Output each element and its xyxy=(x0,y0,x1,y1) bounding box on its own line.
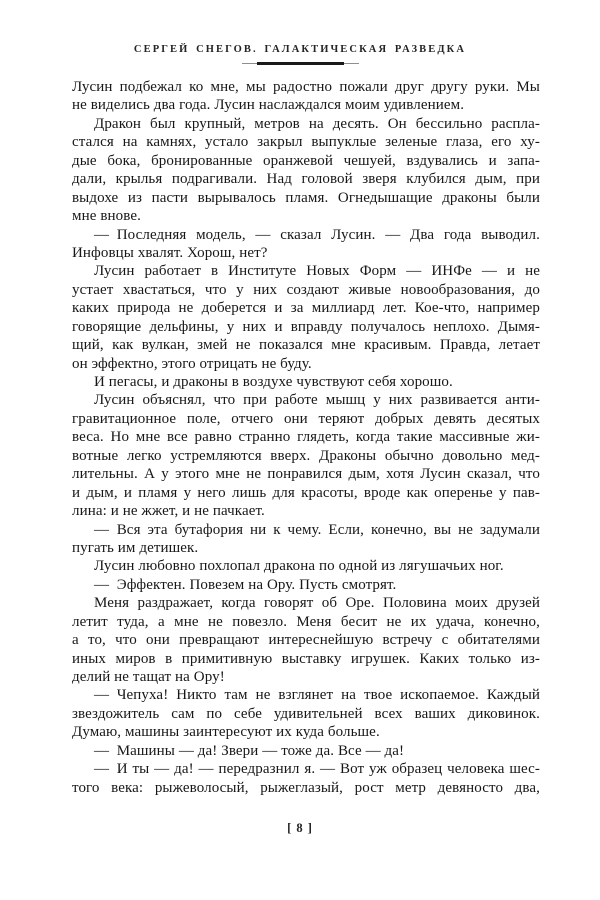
text-line: Меня раздражает, когда говорят об Оре. Половина моих друзей xyxy=(94,595,540,612)
text-line: лина: и не жжет, и не пачкает. xyxy=(72,503,265,520)
text-line: лительны. А у этого мне не понравился дым, хотя Лусин сказал, что xyxy=(72,466,540,483)
text-line: летит туда, а мне не повезло. Меня бесит не их удача, конечно, xyxy=(72,613,540,630)
text-line: и дым, и пламя у него лишь для красоты, вроде как оперенье у пав- xyxy=(72,484,540,501)
text-line: Думаю, машины заинтересуют их куда больше. xyxy=(72,724,380,741)
text-line: Лусин объяснял, что при работе мышц у них развивается анти- xyxy=(94,392,540,409)
text-line: пугать им детишек. xyxy=(72,539,199,556)
text-line: не виделись два года. Лусин наслаждался моим удивлением. xyxy=(72,97,465,114)
text-line: — Эффектен. Повезем на Ору. Пусть смотрят. xyxy=(94,576,397,593)
header-ornament xyxy=(0,62,600,65)
text-line: говорящие дельфины, у них и вправду получалось неплохо. Дымя- xyxy=(72,318,540,335)
text-line: устает хвастаться, что у них создают живые новообразования, до xyxy=(72,281,540,298)
text-line: Лусин работает в Институте Новых Форм — ИНФе — и не xyxy=(94,263,540,280)
page-number: [ 8 ] xyxy=(287,821,313,835)
text-line: дые бока, бронированные оранжевой чешуей, вздувались и запа- xyxy=(72,152,540,169)
text-line: звездожитель сам по себе удивительней всех ваших диковинок. xyxy=(72,705,540,722)
text-line: мне внове. xyxy=(72,208,141,225)
text-line: — И ты — да! — передразнил я. — Вот уж образец человека шес- xyxy=(94,761,540,778)
text-line: дали, крылья подрагивали. Над головой зверя клубился дым, при xyxy=(72,171,540,188)
text-line: выдохе из пасти вырывалось пламя. Огнедышащие драконы были xyxy=(72,189,540,206)
text-line: щий, как вулкан, змей не показался мне красивым. Правда, летает xyxy=(72,337,540,354)
text-line: гравитационное поле, отчего они теряют добрых девять десятых xyxy=(72,410,540,427)
text-line: — Вся эта бутафория ни к чему. Если, конечно, вы не задумали xyxy=(94,521,540,538)
text-line: вотные легко устремляются вверх. Драконы обычно довольно мед- xyxy=(72,447,540,464)
text-line: иных миров в примитивную выставку игрушек. Каких только из- xyxy=(72,650,540,667)
text-line: Лусин подбежал ко мне, мы радостно пожали друг другу руки. Мы xyxy=(72,79,540,95)
text-line: того века: рыжеволосый, рыжеглазый, рост метр девяносто два, xyxy=(72,779,540,796)
text-line: делий не тащат на Ору! xyxy=(72,669,225,685)
text-line: каких природа не доберется и за миллиард лет. Кое-что, например xyxy=(72,300,540,317)
text-line: Дракон был крупный, метров на десять. Он бессильно распла- xyxy=(94,115,540,132)
text-line: — Последняя модель, — сказал Лусин. — Два года выводил. xyxy=(94,226,540,243)
text-line: он эффектно, этого отрицать не буду. xyxy=(72,355,312,372)
text-line: а то, что они превращают интереснейшую встречу с обитателями xyxy=(72,632,540,649)
text-line: — Чепуха! Никто там не взглянет на твое ископаемое. Каждый xyxy=(94,687,540,704)
text-line: Инфовцы хвалят. Хорош, нет? xyxy=(72,244,268,261)
text-line: веса. Но мне все равно странно глядеть, когда такие массивные жи- xyxy=(72,429,540,446)
page-text xyxy=(72,78,540,797)
text-line: Лусин любовно похлопал дракона по одной из лягушачьих ног. xyxy=(94,558,504,575)
text-line: стался на камнях, устало закрыл выпуклые зеленые глаза, его ху- xyxy=(72,134,540,151)
ornament-thick-bar xyxy=(257,62,344,65)
ornament-rule xyxy=(242,62,359,65)
text-line: И пегасы, и драконы в воздухе чувствуют себя хорошо. xyxy=(94,374,453,390)
running-header: СЕРГЕЙ СНЕГОВ. ГАЛАКТИЧЕСКАЯ РАЗВЕДКА xyxy=(133,44,467,55)
text-line: — Машины — да! Звери — тоже да. Все — да! xyxy=(94,742,405,759)
